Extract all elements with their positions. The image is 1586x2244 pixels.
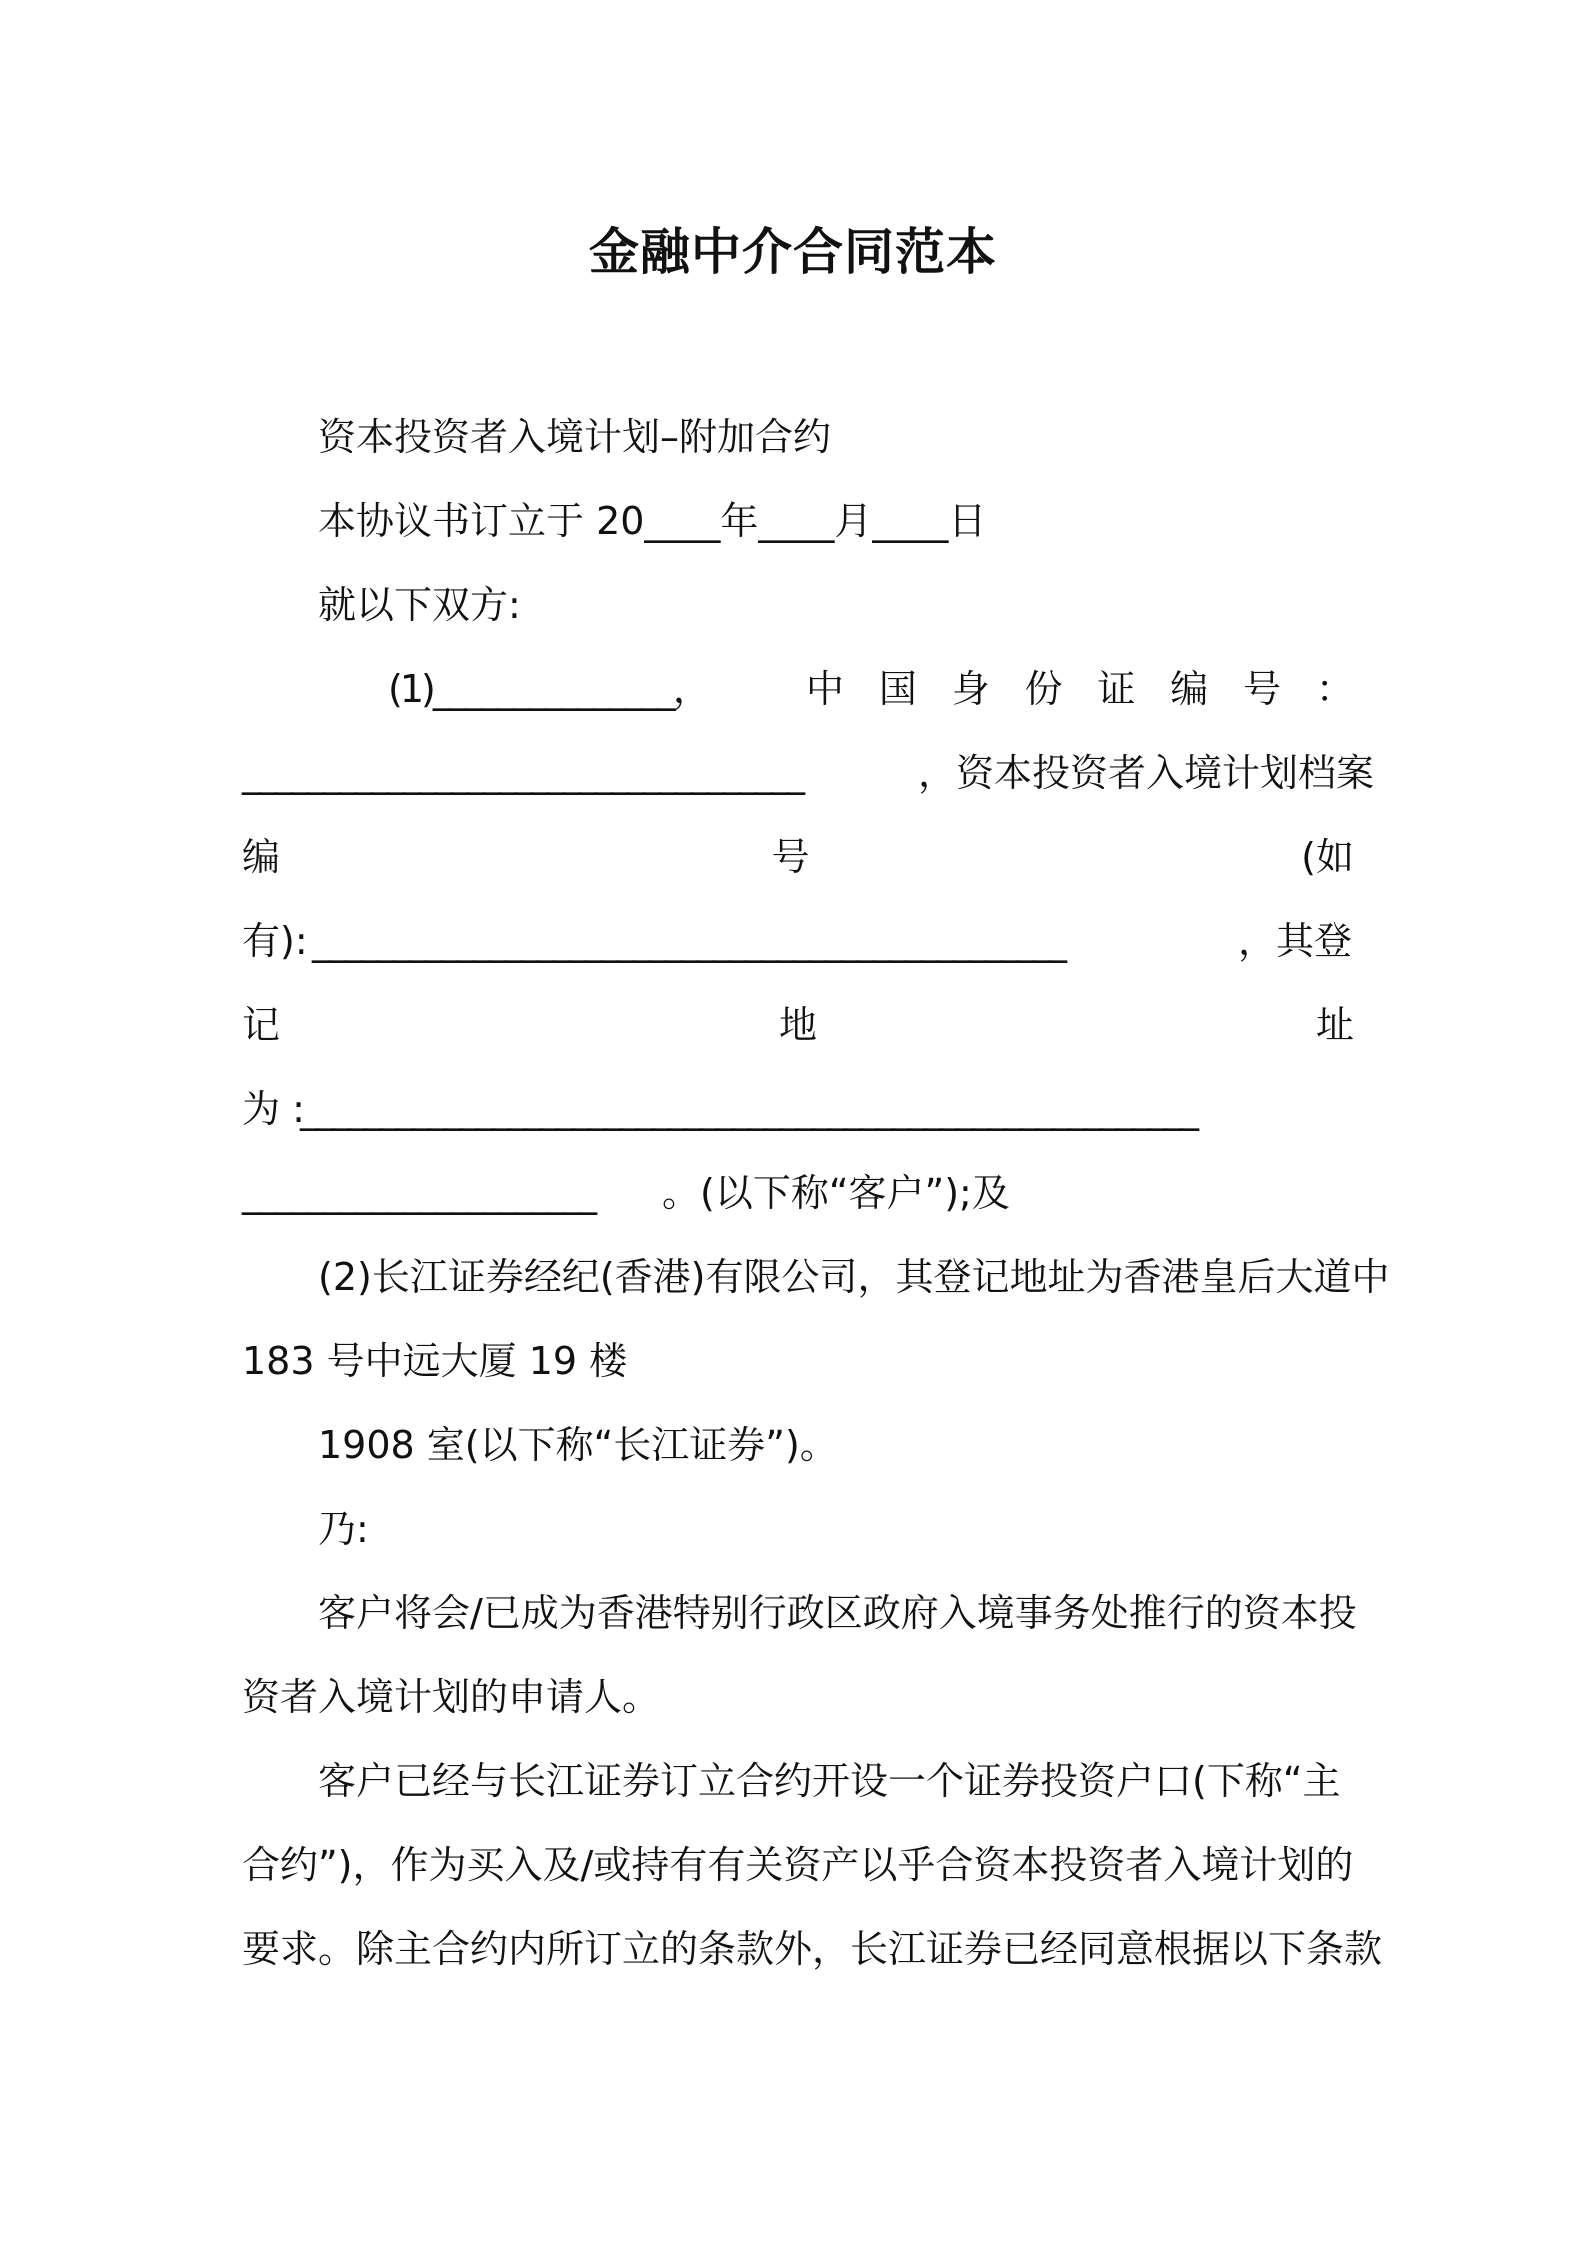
party2-room-line: 1908 室(以下称“长江证券”)。: [318, 1423, 838, 1467]
file-number-label: ，资本投资者入境计划档案: [918, 751, 1375, 795]
id-char: 国: [878, 667, 917, 711]
client-definition: 。(以下称“客户”);及: [662, 1171, 1010, 1215]
id-char: 中: [806, 667, 845, 711]
party1-name-blank: (1)_______________，: [388, 667, 708, 711]
parties-intro-line: 就以下双方:: [318, 583, 521, 627]
agreement-date-line: 本协议书订立于 20____年____月____日: [318, 499, 987, 543]
file-number-justified-line: [242, 832, 1354, 882]
party2-line: (2)长江证券经纪(香港)有限公司，其登记地址为香港皇后大道中: [318, 1255, 1390, 1299]
whereas-label: 乃:: [318, 1507, 369, 1551]
recital2-line1: 客户已经与长江证券订立合约开设一个证券投资户口(下称“主: [318, 1759, 1341, 1803]
justified-char: 址: [1315, 1003, 1354, 1047]
party2-address-line: 183 号中远大厦 19 楼: [242, 1339, 628, 1383]
address-justified-line: [242, 1000, 1354, 1050]
if-any-label: 有):: [242, 919, 308, 963]
document-title: 金融中介合同范本: [589, 223, 997, 281]
address-blank-continued: ______________________: [242, 1171, 594, 1215]
id-number-label: [806, 664, 1354, 714]
file-number-blank: _______________________________________________: [312, 919, 1064, 963]
id-number-blank: ___________________________________: [242, 751, 802, 795]
id-char: 身: [951, 667, 990, 711]
recital1-line2: 资者入境计划的申请人。: [242, 1675, 661, 1719]
justified-char: 编: [242, 835, 281, 879]
id-char: 编: [1170, 667, 1209, 711]
recital2-line2: 合约”)，作为买入及/或持有有关资产以乎合资本投资者入境计划的: [242, 1843, 1354, 1887]
registered-label-start: ，其登: [1238, 919, 1353, 963]
address-label: 为 :: [242, 1087, 305, 1131]
recital1-line1: 客户将会/已成为香港特别行政区政府入境事务处推行的资本投: [318, 1591, 1357, 1635]
id-char: 号: [1243, 667, 1282, 711]
subtitle-line: 资本投资者入境计划–附加合约: [318, 415, 832, 459]
justified-char: 地: [778, 1003, 817, 1047]
recital2-line3: 要求。除主合约内所订立的条款外，长江证券已经同意根据以下条款: [242, 1927, 1383, 1971]
address-blank: ________________________________________________________: [300, 1087, 1196, 1131]
id-char: 证: [1097, 667, 1136, 711]
justified-char: (如: [1301, 835, 1354, 879]
id-char: ：: [1315, 667, 1354, 711]
justified-char: 号: [771, 835, 810, 879]
id-char: 份: [1024, 667, 1063, 711]
justified-char: 记: [242, 1003, 281, 1047]
